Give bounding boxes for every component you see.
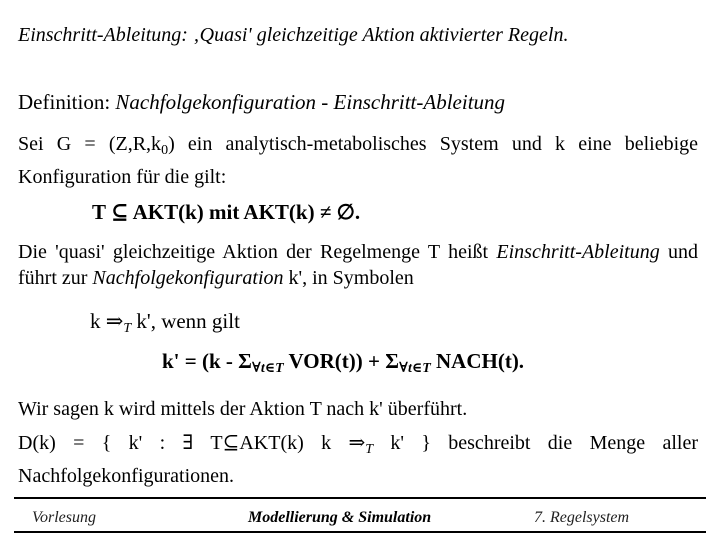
page-title: Einschritt-Ableitung: ‚Quasi' gleichzeitige Aktion aktivierter Regeln. — [18, 24, 569, 46]
definition-heading — [18, 90, 505, 115]
formula-condition: T ⊆ AKT(k) mit AKT(k) ≠ ∅. — [92, 200, 361, 224]
footer-chapter: 7. Regelsystem — [534, 509, 630, 526]
formula-derivation-sub: T — [123, 321, 132, 336]
footer-lecture: Vorlesung — [32, 509, 96, 526]
paragraph-transfer: Wir sagen k wird mittels der Aktion T nach k' überführt. — [18, 398, 468, 420]
paragraph-action-post: k', in Symbolen — [283, 267, 414, 289]
paragraph-system-pre: Sei G = (Z,R,k — [18, 133, 162, 155]
definition-lead: Definition: — [18, 90, 116, 114]
formula-successor-part2: VOR(t)) + Σ — [283, 349, 399, 373]
formula-derivation-pre: k ⇒ — [90, 309, 124, 333]
paragraph-system-sub: 0 — [161, 143, 169, 158]
term-nachfolge: Nachfolgekonfiguration — [92, 267, 284, 289]
term-einschritt: Einschritt-Ableitung — [496, 241, 660, 263]
paragraph-action — [18, 239, 698, 291]
definition-name: Nachfolgekonfiguration - Einschritt-Ableitung — [115, 90, 506, 114]
paragraph-system-post: ) ein analytisch-metabolisches System und k eine beliebige Konfiguration für die gilt: — [18, 133, 698, 188]
paragraph-successor-set-pre: D(k) = { k' : ∃ T⊆AKT(k) k ⇒ — [18, 432, 366, 454]
paragraph-action-mid: und führt zur — [18, 241, 699, 289]
footer-course: Modellierung & Simulation — [248, 509, 432, 526]
formula-derivation — [90, 309, 240, 337]
formula-successor-part1: k' = (k - Σ — [162, 349, 252, 373]
footer-bar — [14, 497, 706, 533]
formula-successor — [162, 349, 524, 377]
paragraph-successor-set — [18, 430, 698, 489]
formula-successor-sub2: ∀t∈T — [398, 361, 431, 376]
formula-successor-sub1: ∀t∈T — [251, 361, 284, 376]
formula-successor-part3: NACH(t). — [430, 349, 525, 373]
paragraph-successor-set-post: k' } beschreibt die Menge aller Nachfolgekonfigurationen. — [18, 432, 699, 487]
paragraph-system — [18, 131, 698, 190]
paragraph-successor-set-sub: T — [365, 442, 374, 457]
paragraph-action-pre: Die 'quasi' gleichzeitige Aktion der Regelmenge T heißt — [18, 241, 497, 263]
formula-derivation-post: k', wenn gilt — [131, 309, 240, 333]
